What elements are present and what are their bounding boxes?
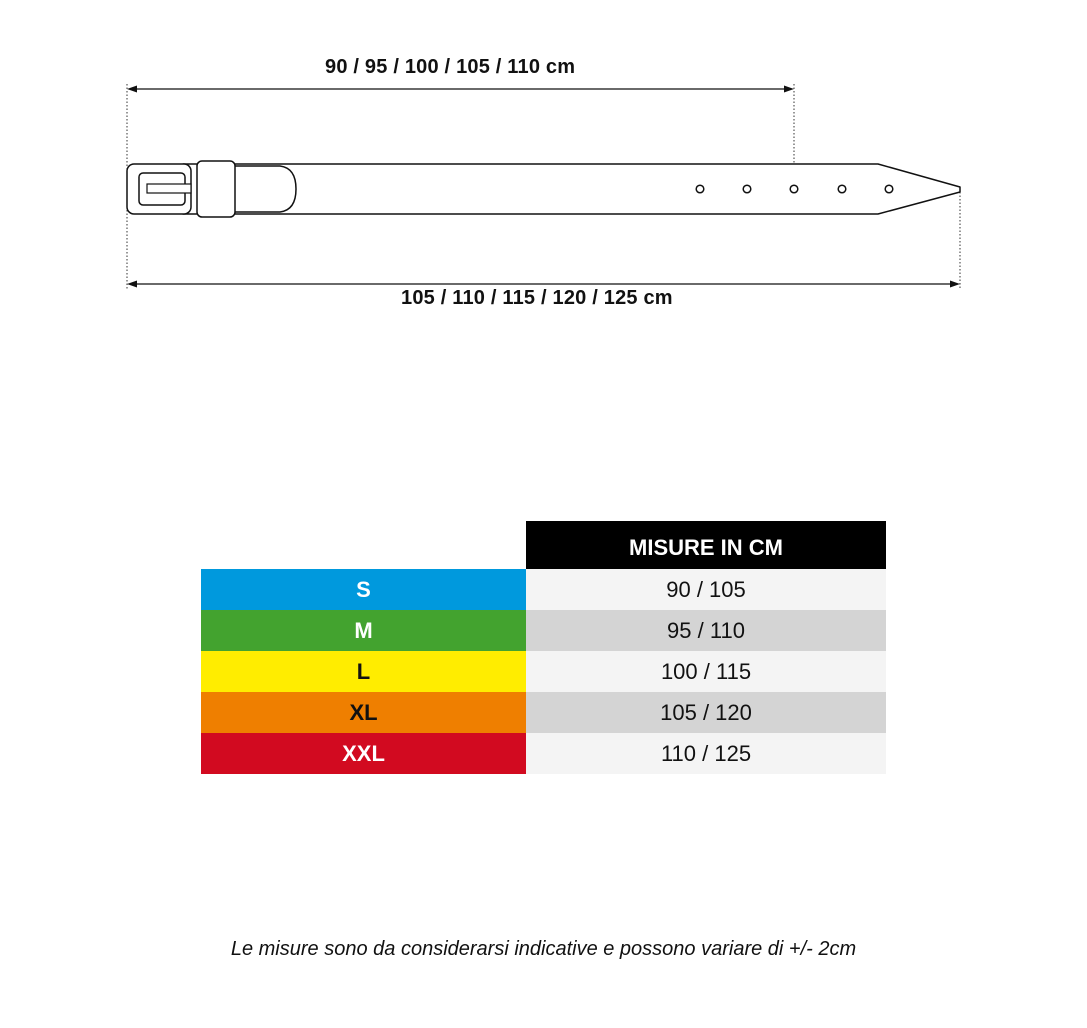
table-row: [201, 651, 886, 692]
value-cell: 100 / 115: [526, 651, 886, 692]
table-row: [201, 692, 886, 733]
belt-end-tab: [226, 166, 296, 212]
size-cell: M: [201, 610, 526, 651]
bottom-measure-label: 105 / 110 / 115 / 120 / 125 cm: [401, 287, 673, 309]
size-cell: S: [201, 569, 526, 610]
top-measure-label: 90 / 95 / 100 / 105 / 110 cm: [325, 56, 576, 78]
buckle-icon: [127, 164, 191, 214]
value-cell: 110 / 125: [526, 733, 886, 774]
belt-hole: [885, 185, 893, 193]
size-cell: XL: [201, 692, 526, 733]
top-dimension-arrow: [127, 86, 794, 93]
size-cell: XXL: [201, 733, 526, 774]
size-cell: L: [201, 651, 526, 692]
table-row: [201, 733, 886, 774]
belt-hole: [743, 185, 751, 193]
belt-loop: [197, 161, 235, 217]
belt-hole: [838, 185, 846, 193]
belt-hole: [696, 185, 704, 193]
value-cell: 95 / 110: [526, 610, 886, 651]
table-header: MISURE IN CM: [526, 521, 886, 569]
table-row: [201, 569, 886, 610]
table-row: [201, 610, 886, 651]
disclaimer-note: Le misure sono da considerarsi indicative e possono variare di +/- 2cm: [230, 938, 857, 960]
value-cell: 105 / 120: [526, 692, 886, 733]
belt-hole: [790, 185, 798, 193]
value-cell: 90 / 105: [526, 569, 886, 610]
